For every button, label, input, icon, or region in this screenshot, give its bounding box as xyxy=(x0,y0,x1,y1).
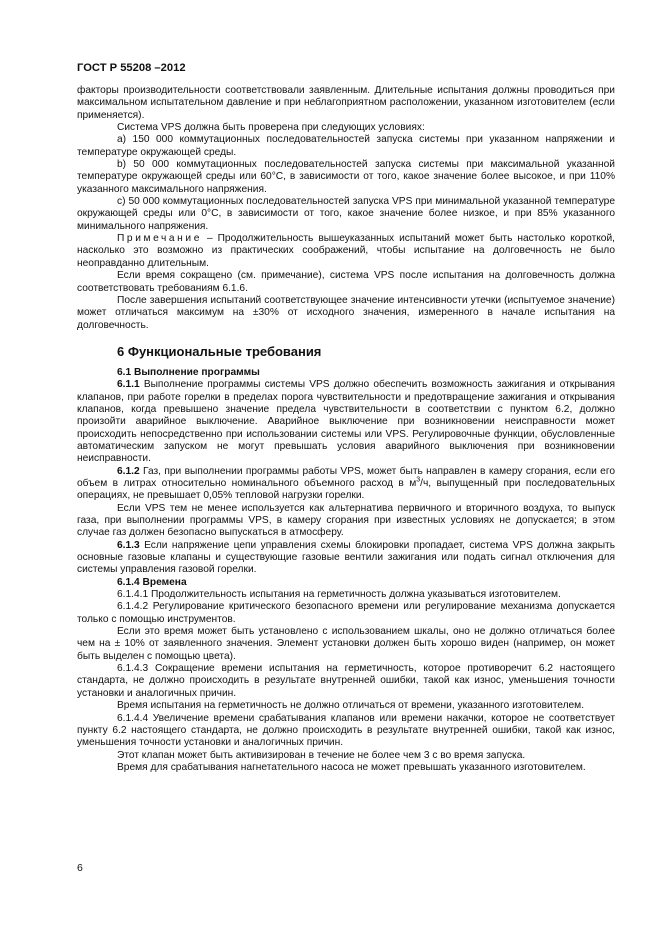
subsection-heading: 6.1.4 Времена xyxy=(117,576,187,588)
clause-number: 6.1.2 xyxy=(117,465,140,477)
superscript: 3 xyxy=(416,476,421,484)
clause-6-1-4-1: 6.1.4.1 Продолжительность испытания на герметичность должна указываться изготовителем. xyxy=(117,589,561,601)
clause-6-1-4-3: 6.1.4.3 Сокращение времени испытания на герметичность, которое противоречит 6.2 настоящего стандарта, не должно происходить в результате внутренней ошибки, такой как износ, уменьшения точности установки и аналогичных причин. xyxy=(77,663,615,699)
clause-number: 6.1.1 xyxy=(117,379,140,391)
paragraph: Если VPS тем не менее используется как альтернатива первичного и вторичного воздуха, то выпуск газа, при выполнении программы VPS, в камеру сгорания при известных условиях не допускается; в этом случае газ должен безопасно выпускаться в атмосферу. xyxy=(77,502,615,539)
document-body xyxy=(77,85,615,774)
list-item-a: a) 150 000 коммутационных последовательностей запуска системы при указанном напряжении и температуре окружающей среды. xyxy=(77,134,615,158)
paragraph: Время для срабатывания нагнетательного насоса не может превышать указанного изготовителем. xyxy=(117,761,586,773)
note-label: Примечание xyxy=(117,233,202,245)
note-text: – Продолжительность вышеуказанных испытаний может быть настолько короткой, насколько это возможно из практических соображений, чтобы испытание на долговечность не было неоправданно длительным. xyxy=(77,233,615,269)
paragraph: Если время сокращено (см. примечание), система VPS после испытания на долговечность должна соответствовать требованиям 6.1.6. xyxy=(77,270,615,294)
clause-6-1-4-2: 6.1.4.2 Регулирование критического безопасного времени или регулирование механизма допускается только с помощью инструментов. xyxy=(77,601,615,625)
paragraph: После завершения испытаний соответствующее значение интенсивности утечки (испытуемое значение) может отличаться максимум на ±30% от исходного значения, измеренного в начале испытания на долговечность. xyxy=(77,294,615,331)
paragraph: Если это время может быть установлено с использованием шкалы, оно не должно отличаться более чем на ± 10% от заявленного значения. Элемент установки должен быть хорошо виден (например, он может быть выделен с помощью цвета). xyxy=(77,626,615,662)
paragraph: Система VPS должна быть проверена при следующих условиях: xyxy=(117,122,425,134)
paragraph: Этот клапан может быть активизирован в течение не более чем 3 с во время запуска. xyxy=(117,749,526,761)
subsection-heading: 6.1 Выполнение программы xyxy=(117,366,260,378)
clause-number: 6.1.3 xyxy=(117,539,140,551)
note xyxy=(77,233,615,270)
clause-text: /ч, выпущенный при последовательных операциях, не превышает 0,05% тепловой нагрузки горелки. xyxy=(77,477,616,502)
clause-text: Выполнение программы системы VPS должно обеспечить возможность зажигания и открывания клапанов, при работе горелки в пределах порога чувствительности и предотвращение зажигания и открывания клапанов, когда превышено значение предела чувствительности в соответствии с пунктом 6.2, должно произойти аварийное выключение. Аварийное выключение при возникновении неисправности может происходить непосредственно при использовании системы или VPS. Регулировочные функции, обусловленные автоматическим запуском не могут превышать условия аварийного выключения при возникновении неисправности. xyxy=(77,379,615,465)
clause-6-1-4-4: 6.1.4.4 Увеличение времени срабатывания клапанов или времени накачки, которое не соответствует пункту 6.2 настоящего стандарта, не должно происходить в результате внутренней ошибки, такой как износ, уменьшения точности установки и аналогичных причин. xyxy=(77,712,615,749)
clause-6-1-1 xyxy=(77,379,615,465)
clause-6-1-2 xyxy=(77,466,615,503)
document-header: ГОСТ Р 55208 –2012 xyxy=(77,62,186,74)
paragraph: Время испытания на герметичность не должно отличаться от времени, указанного изготовителем. xyxy=(117,700,585,712)
section-heading: 6 Функциональные требования xyxy=(117,343,322,359)
list-item-c: c) 50 000 коммутационных последовательностей запуска VPS при минимальной указанной температуре окружающей среды или 0°C, в зависимости от того, какое значение более низкое, и при 85% указанного минимального напряжения. xyxy=(77,196,615,232)
clause-text: Газ, при выполнении программы работы VPS, может быть направлен в камеру сгорания, если его объем в литрах относительно номинального объемного расход в м xyxy=(77,465,615,489)
clause-text: Если напряжение цепи управления схемы блокировки пропадает, система VPS должна закрыть основные газовые клапаны и существующие газовые вентили зажигания или подать сигнал отключения для системы управления газовой горелки. xyxy=(77,539,615,576)
page-number: 6 xyxy=(77,862,83,874)
paragraph: факторы производительности соответствовали заявленным. Длительные испытания должны проводиться при максимальном испытательном давление и при неблагоприятном расположении, указанном изготовителем (если применяется). xyxy=(77,85,615,121)
clause-6-1-3 xyxy=(77,540,615,577)
list-item-b: b) 50 000 коммутационных последовательностей запуска системы при максимальной указанной температуре окружающей среды или 60°C, в зависимости от того, какое значение более высокое, и при 110% указанного максимального напряжения. xyxy=(77,159,615,195)
